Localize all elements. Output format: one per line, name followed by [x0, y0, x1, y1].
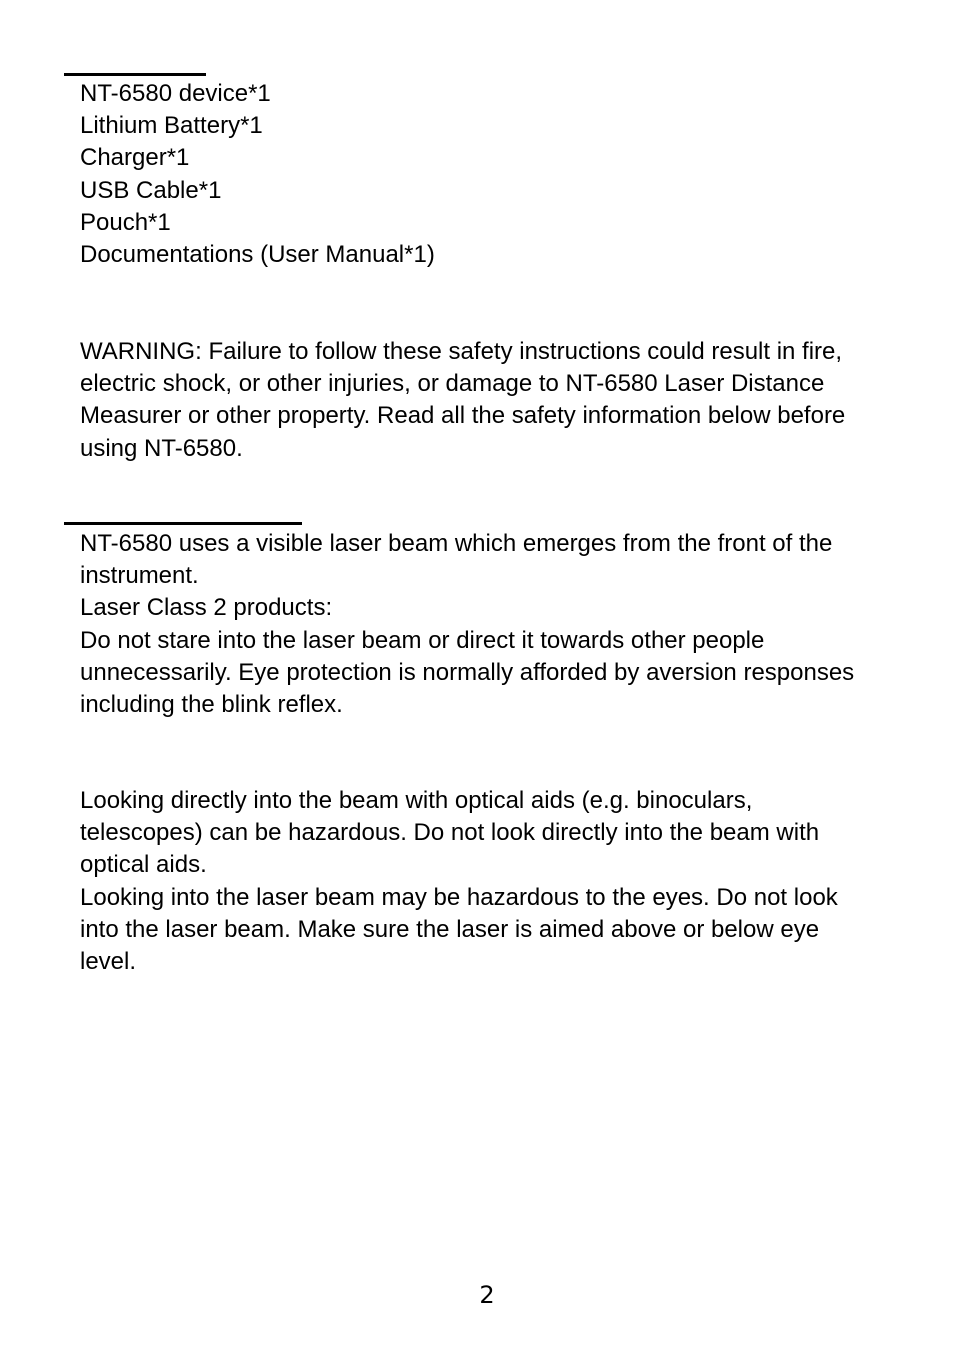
section-rule-package-contents — [64, 73, 206, 76]
list-item: Documentations (User Manual*1) — [80, 241, 435, 269]
text-line: using NT-6580. — [80, 434, 243, 462]
list-item: Pouch*1 — [80, 208, 171, 236]
list-item: Charger*1 — [80, 144, 190, 172]
section-rule-laser-safety — [64, 522, 302, 525]
text-line: Looking directly into the beam with optical aids (e.g. binoculars, — [80, 787, 753, 814]
text-line: WARNING: Failure to follow these safety instructions could result in fire, — [80, 338, 843, 365]
text-line: Measurer or other property. Read all the safety information below before — [80, 402, 846, 430]
list-item: NT-6580 device*1 — [80, 80, 271, 107]
list-item: Lithium Battery*1 — [80, 112, 263, 140]
text-line: level. — [80, 948, 137, 976]
text-line: telescopes) can be hazardous. Do not look directly into the beam with — [80, 819, 820, 847]
laser-safety-paragraph — [80, 528, 920, 721]
text-line: Laser Class 2 products: — [80, 594, 333, 622]
text-line: electric shock, or other injuries, or damage to NT-6580 Laser Distance — [80, 370, 825, 398]
text-line: NT-6580 uses a visible laser beam which emerges from the front of the — [80, 530, 833, 557]
list-item: USB Cable*1 — [80, 176, 222, 204]
text-line: including the blink reflex. — [80, 691, 343, 719]
text-line: into the laser beam. Make sure the laser is aimed above or below eye — [80, 915, 820, 943]
text-line: unnecessarily. Eye protection is normally afforded by aversion responses — [80, 658, 855, 686]
text-line: Looking into the laser beam may be hazardous to the eyes. Do not look — [80, 883, 838, 911]
page-number: 2 — [479, 1281, 495, 1309]
optical-aids-paragraph — [80, 785, 920, 978]
text-line: Do not stare into the laser beam or direct it towards other people — [80, 626, 765, 654]
warning-paragraph — [80, 336, 920, 465]
text-line: instrument. — [80, 562, 199, 590]
package-contents-list — [80, 78, 920, 271]
text-line: optical aids. — [80, 851, 207, 879]
